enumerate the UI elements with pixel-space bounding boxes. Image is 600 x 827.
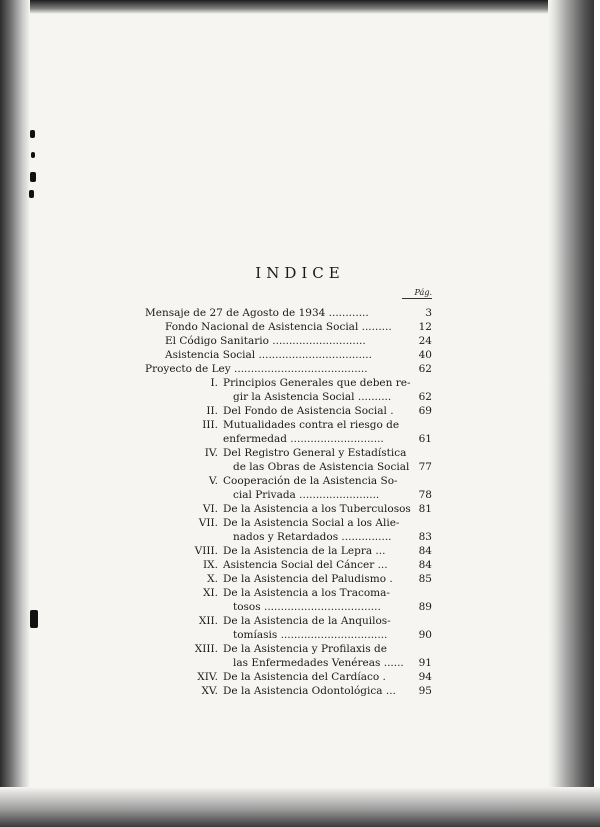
chapter-title-line: Cooperación de la Asistencia So- [223, 475, 398, 487]
toc-entry-page: 3 [425, 307, 432, 319]
chapter-number: IX. [203, 559, 218, 571]
chapter-number: IV. [204, 447, 218, 459]
chapter-page: 69 [418, 405, 432, 417]
chapter-title-line: De la Asistencia de la Anquilos- [223, 615, 391, 627]
toc-entry-text: Asistencia Social .................................. [165, 349, 372, 361]
chapter-title-line: De la Asistencia del Cardíaco . [223, 671, 386, 683]
chapter-title-line: Del Fondo de Asistencia Social . [223, 405, 394, 417]
chapter-title-line: De la Asistencia y Profilaxis de [223, 643, 387, 655]
chapter-number: XIII. [194, 643, 218, 655]
chapter-number: I. [210, 377, 218, 389]
chapter-page: 83 [418, 531, 432, 543]
scan-edge-right [548, 0, 600, 827]
page-column-header: Pág. [402, 288, 432, 299]
scan-edge-top [0, 0, 600, 14]
chapter-number: III. [202, 419, 218, 431]
chapter-title-line: las Enfermedades Venéreas ...... [233, 657, 404, 669]
chapter-title-line: tosos ................................... [233, 601, 381, 613]
chapter-number: II. [206, 405, 218, 417]
scan-edge-left [0, 0, 30, 827]
chapter-page: 91 [418, 657, 432, 669]
binding-mark [30, 172, 36, 182]
chapter-number: V. [208, 475, 218, 487]
chapter-title-line: tomíasis ................................ [233, 629, 388, 641]
toc-entry-text: Fondo Nacional de Asistencia Social ......... [165, 321, 392, 333]
chapter-page: 81 [418, 503, 432, 515]
chapter-page: 94 [418, 671, 432, 683]
chapter-title-line: Del Registro General y Estadística [223, 447, 407, 459]
chapter-number: XI. [203, 587, 218, 599]
chapter-title-line: gir la Asistencia Social .......... [233, 391, 392, 403]
chapter-title-line: de las Obras de Asistencia Social [233, 461, 410, 473]
chapter-page: 84 [418, 545, 432, 557]
toc-entry-page: 24 [418, 335, 432, 347]
toc-entry-page: 12 [418, 321, 432, 333]
binding-mark [31, 152, 35, 158]
chapter-number: XV. [201, 685, 218, 697]
toc-entry-page: 62 [418, 363, 432, 375]
chapter-page: 85 [418, 573, 432, 585]
chapter-number: XII. [198, 615, 218, 627]
chapter-page: 90 [418, 629, 432, 641]
binding-mark [29, 190, 34, 198]
chapter-page: 77 [418, 461, 432, 473]
toc-entry-text: Mensaje de 27 de Agosto de 1934 ............ [145, 307, 369, 319]
chapter-number: XIV. [197, 671, 218, 683]
chapter-title-line: De la Asistencia a los Tuberculosos [223, 503, 411, 515]
chapter-title-line: nados y Retardados ............... [233, 531, 392, 543]
chapter-page: 89 [418, 601, 432, 613]
chapter-title-line: enfermedad ............................ [223, 433, 384, 445]
toc-entry-page: 40 [418, 349, 432, 361]
chapter-title-line: De la Asistencia del Paludismo . [223, 573, 393, 585]
chapter-title-line: De la Asistencia a los Tracoma- [223, 587, 390, 599]
chapter-title-line: De la Asistencia Social a los Alie- [223, 517, 400, 529]
chapter-number: VI. [202, 503, 218, 515]
chapter-title-line: De la Asistencia Odontológica ... [223, 685, 396, 697]
chapter-page: 61 [418, 433, 432, 445]
chapter-title-line: De la Asistencia de la Lepra ... [223, 545, 386, 557]
chapter-title-line: Principios Generales que deben re- [223, 377, 411, 389]
chapter-title-line: Mutualidades contra el riesgo de [223, 419, 400, 431]
chapter-number: X. [207, 573, 218, 585]
toc-entry-text: El Código Sanitario ............................ [165, 335, 366, 347]
binding-mark [30, 610, 38, 628]
chapter-page: 84 [418, 559, 432, 571]
chapter-page: 62 [418, 391, 432, 403]
chapter-title-line: cial Privada ........................ [233, 489, 380, 501]
page-title: INDICE [255, 264, 345, 282]
binding-mark [30, 130, 35, 138]
chapter-page: 95 [418, 685, 432, 697]
scan-edge-bottom [0, 787, 600, 827]
chapter-number: VII. [198, 517, 218, 529]
toc-entry-text: Proyecto de Ley ........................................ [145, 363, 368, 375]
chapter-title-line: Asistencia Social del Cáncer ... [223, 559, 388, 571]
chapter-number: VIII. [194, 545, 218, 557]
chapter-page: 78 [418, 489, 432, 501]
scan-edge-right-margin [594, 0, 600, 827]
